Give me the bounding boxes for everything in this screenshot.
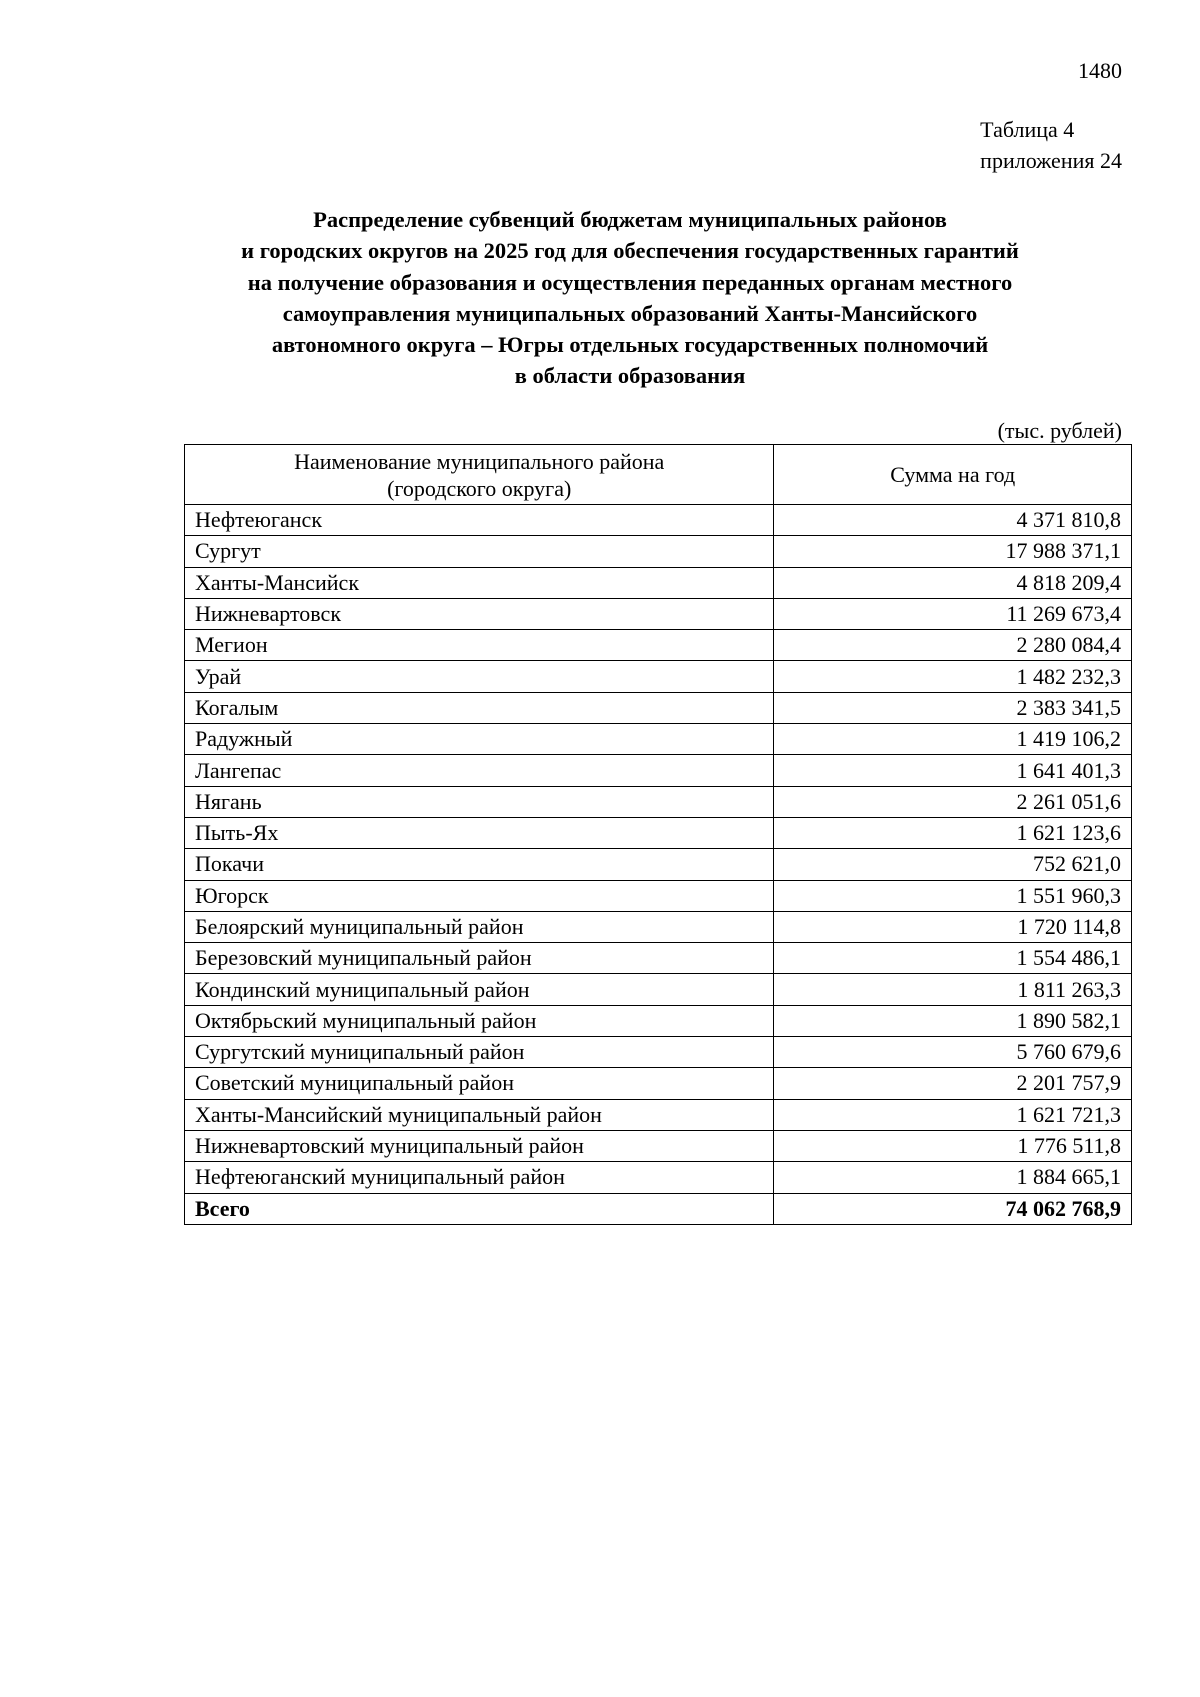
header-name-column (185, 445, 774, 505)
table-row (185, 1037, 1132, 1068)
table-body (185, 505, 1132, 1225)
table-row (185, 974, 1132, 1005)
row-name: Березовский муниципальный район (185, 943, 774, 974)
row-sum: 17 988 371,1 (774, 536, 1132, 567)
title-line-5: автономного округа – Югры отдельных государственных полномочий (271, 332, 989, 358)
title-line-4: самоуправления муниципальных образований Ханты-Мансийского (282, 300, 978, 326)
table-header-row (185, 445, 1132, 505)
row-name: Белоярский муниципальный район (185, 911, 774, 942)
header-name-line-2: (городского округа) (387, 475, 572, 501)
row-name: Ханты-Мансийский муниципальный район (185, 1099, 774, 1130)
table-row (185, 911, 1132, 942)
table-row (185, 1068, 1132, 1099)
row-name: Нефтеюганск (185, 505, 774, 536)
total-sum: 74 062 768,9 (774, 1193, 1132, 1224)
document-title (130, 204, 1130, 392)
total-label: Всего (185, 1193, 774, 1224)
row-name: Нижневартовск (185, 598, 774, 629)
row-name: Нижневартовский муниципальный район (185, 1130, 774, 1161)
title-line-6: в области образования (514, 363, 746, 389)
row-name: Радужный (185, 724, 774, 755)
row-sum: 1 890 582,1 (774, 1005, 1132, 1036)
header-sum-column: Сумма на год (774, 445, 1132, 505)
table-row (185, 1005, 1132, 1036)
table-row (185, 1130, 1132, 1161)
table-row (185, 692, 1132, 723)
table-row (185, 880, 1132, 911)
table-row (185, 567, 1132, 598)
row-sum: 1 776 511,8 (774, 1130, 1132, 1161)
row-sum: 1 482 232,3 (774, 661, 1132, 692)
row-sum: 2 383 341,5 (774, 692, 1132, 723)
row-sum: 1 554 486,1 (774, 943, 1132, 974)
row-sum: 2 261 051,6 (774, 786, 1132, 817)
row-sum: 1 720 114,8 (774, 911, 1132, 942)
row-name: Сургутский муниципальный район (185, 1037, 774, 1068)
title-line-2: и городских округов на 2025 год для обеспечения государственных гарантий (241, 238, 1019, 264)
row-sum: 1 621 721,3 (774, 1099, 1132, 1130)
row-name: Мегион (185, 630, 774, 661)
title-line-1: Распределение субвенций бюджетам муниципальных районов (313, 207, 947, 232)
row-sum: 4 818 209,4 (774, 567, 1132, 598)
table-caption (980, 114, 1122, 176)
table-row (185, 661, 1132, 692)
units-label: (тыс. рублей) (997, 418, 1122, 443)
row-name: Кондинский муниципальный район (185, 974, 774, 1005)
page-number: 1480 (1078, 58, 1122, 83)
row-name: Нягань (185, 786, 774, 817)
table-row (185, 755, 1132, 786)
row-name: Октябрьский муниципальный район (185, 1005, 774, 1036)
table-row (185, 1162, 1132, 1193)
table-row (185, 536, 1132, 567)
table-row (185, 724, 1132, 755)
row-name: Югорск (185, 880, 774, 911)
row-sum: 1 621 123,6 (774, 817, 1132, 848)
row-name: Покачи (185, 849, 774, 880)
row-name: Пыть-Ях (185, 817, 774, 848)
row-sum: 11 269 673,4 (774, 598, 1132, 629)
row-name: Сургут (185, 536, 774, 567)
table-row (185, 1099, 1132, 1130)
table-row (185, 849, 1132, 880)
row-sum: 2 201 757,9 (774, 1068, 1132, 1099)
row-name: Урай (185, 661, 774, 692)
row-name: Нефтеюганский муниципальный район (185, 1162, 774, 1193)
table-total-row (185, 1193, 1132, 1224)
table-row (185, 786, 1132, 817)
row-name: Когалым (185, 692, 774, 723)
row-sum: 2 280 084,4 (774, 630, 1132, 661)
table-caption-line-1: Таблица 4 (980, 117, 1075, 142)
row-sum: 1 551 960,3 (774, 880, 1132, 911)
table-row (185, 630, 1132, 661)
row-name: Советский муниципальный район (185, 1068, 774, 1099)
subvention-table (184, 444, 1132, 1225)
row-sum: 5 760 679,6 (774, 1037, 1132, 1068)
row-sum: 752 621,0 (774, 849, 1132, 880)
row-sum: 4 371 810,8 (774, 505, 1132, 536)
table-row (185, 817, 1132, 848)
table-row (185, 943, 1132, 974)
table-row (185, 598, 1132, 629)
row-sum: 1 641 401,3 (774, 755, 1132, 786)
row-name: Ханты-Мансийск (185, 567, 774, 598)
header-name-line-1: Наименование муниципального района (294, 448, 665, 474)
row-sum: 1 811 263,3 (774, 974, 1132, 1005)
table-row (185, 505, 1132, 536)
row-sum: 1 419 106,2 (774, 724, 1132, 755)
title-line-3: на получение образования и осуществления переданных органам местного (247, 269, 1013, 295)
table-caption-line-2: приложения 24 (980, 148, 1122, 173)
row-name: Лангепас (185, 755, 774, 786)
row-sum: 1 884 665,1 (774, 1162, 1132, 1193)
